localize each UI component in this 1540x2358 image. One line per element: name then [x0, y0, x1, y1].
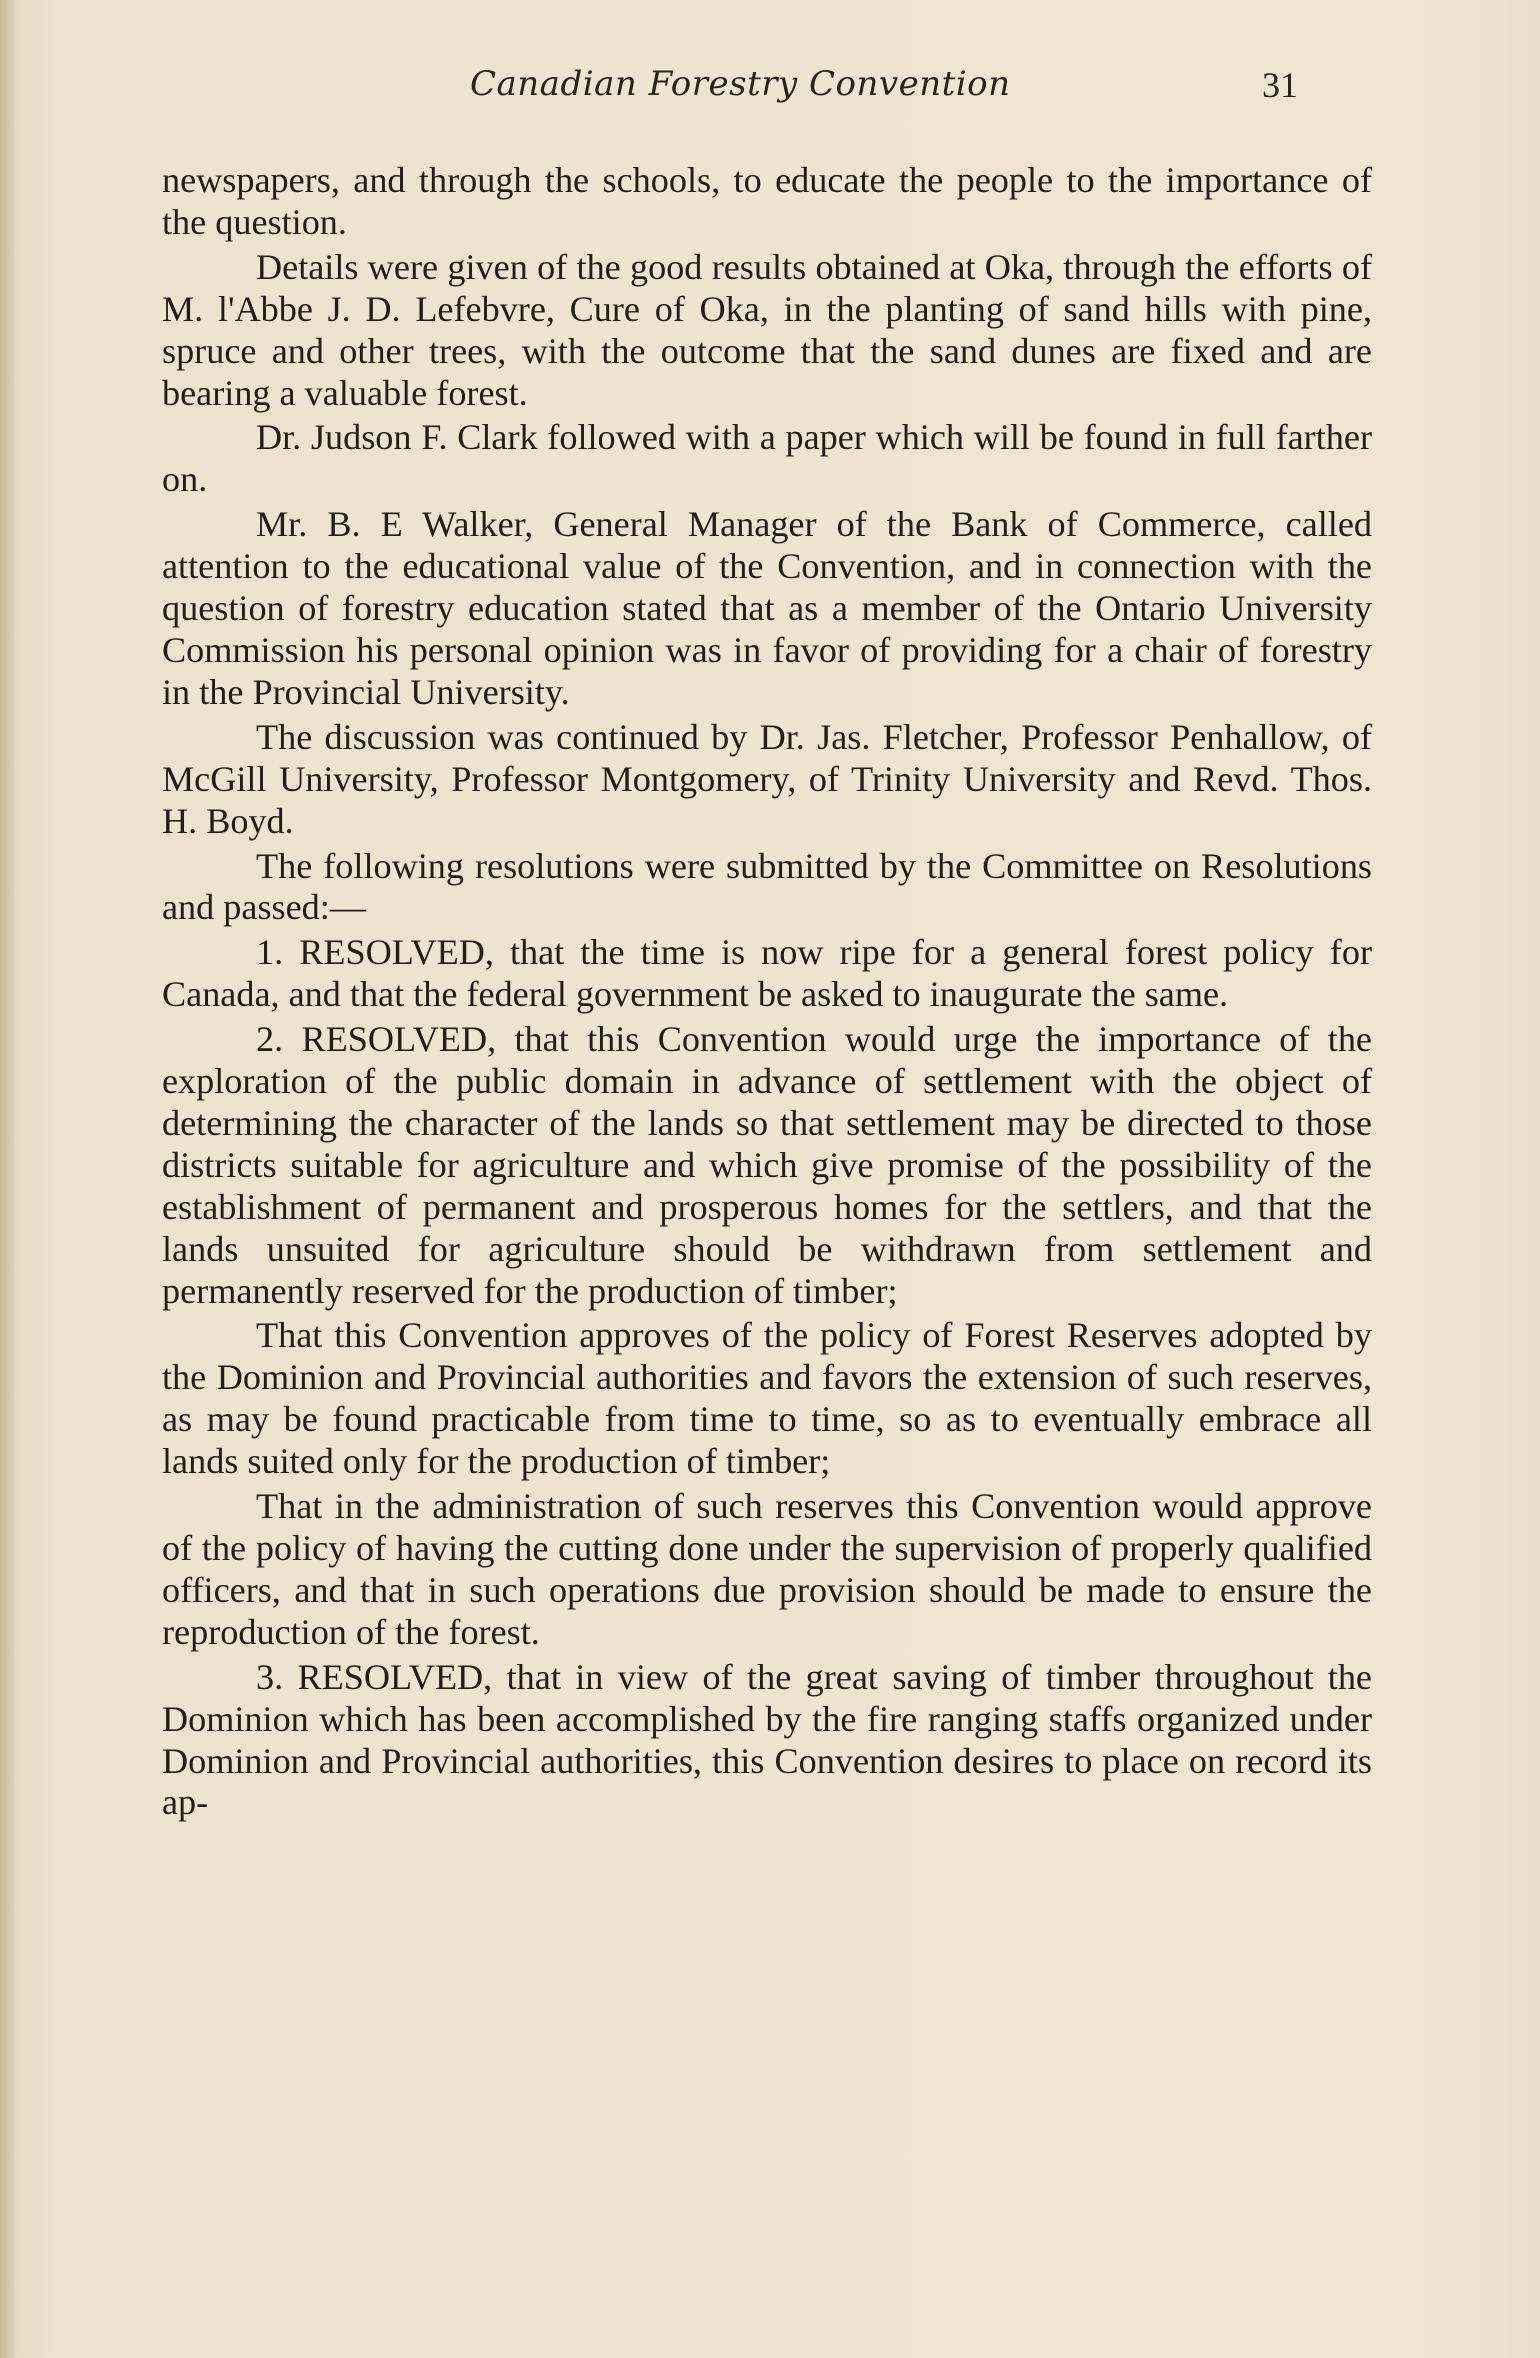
paragraph-continuation: newspapers, and through the schools, to educate the people to the importance of the question.: [162, 160, 1372, 242]
running-title: Canadian Forestry Convention: [470, 64, 1011, 104]
page-number: 31: [1262, 65, 1298, 105]
paragraph-clark: Dr. Judson F. Clark followed with a paper which will be found in full farther on.: [162, 417, 1372, 500]
body-text: [162, 160, 1372, 1824]
page-header: [0, 64, 1540, 124]
resolution-2: 2. RESOLVED, that this Convention would urge the importance of the exploration of the public domain in advance of settlement with the object of determining the character of the lands so that settlement may be directed to those districts suitable for agriculture and which give promise of the possibility of the establishment of permanent and prosperous homes for the settlers, and that the lands unsuited for agriculture should be withdrawn from settlement and permanently reserved for the production of timber;: [162, 1019, 1372, 1311]
paragraph-resolutions-intro: The following resolutions were submitted by the Committee on Resolutions and passed:—: [162, 845, 1372, 928]
resolution-2-administration: That in the administration of such reserves this Convention would approve of the policy of having the cutting done under the supervision of properly qualified officers, and that in such operations due provision should be made to ensure the reproduction of the forest.: [162, 1486, 1372, 1652]
resolution-2-reserves: That this Convention approves of the policy of Forest Reserves adopted by the Dominion and Provincial authorities and favors the extension of such reserves, as may be found practicable from time to time, so as to eventually embrace all lands suited only for the production of timber;: [162, 1315, 1372, 1482]
resolution-1: 1. RESOLVED, that the time is now ripe for a general forest policy for Canada, and that the federal government be asked to inaugurate the same.: [162, 932, 1372, 1015]
paragraph-oka: Details were given of the good results obtained at Oka, through the efforts of M. l'Abbe J. D. Lefebvre, Cure of Oka, in the planting of sand hills with pine, spruce and other trees, with the outcome that the sand dunes are fixed and are bearing a valuable forest.: [162, 246, 1372, 413]
paragraph-walker: Mr. B. E Walker, General Manager of the Bank of Commerce, called attention to the educational value of the Convention, and in connection with the question of forestry education stated that as a member of the Ontario University Commission his personal opinion was in favor of providing for a chair of forestry in the Provincial University.: [162, 504, 1372, 712]
resolution-3: 3. RESOLVED, that in view of the great saving of timber throughout the Dominion which has been accomplished by the fire ranging staffs organized under Dominion and Provincial authorities, this Convention desires to place on record its ap-: [162, 1656, 1372, 1823]
paragraph-discussion: The discussion was continued by Dr. Jas. Fletcher, Professor Penhallow, of McGill University, Professor Montgomery, of Trinity University and Revd. Thos. H. Boyd.: [162, 716, 1372, 841]
page-spine-shadow: [0, 0, 14, 2358]
